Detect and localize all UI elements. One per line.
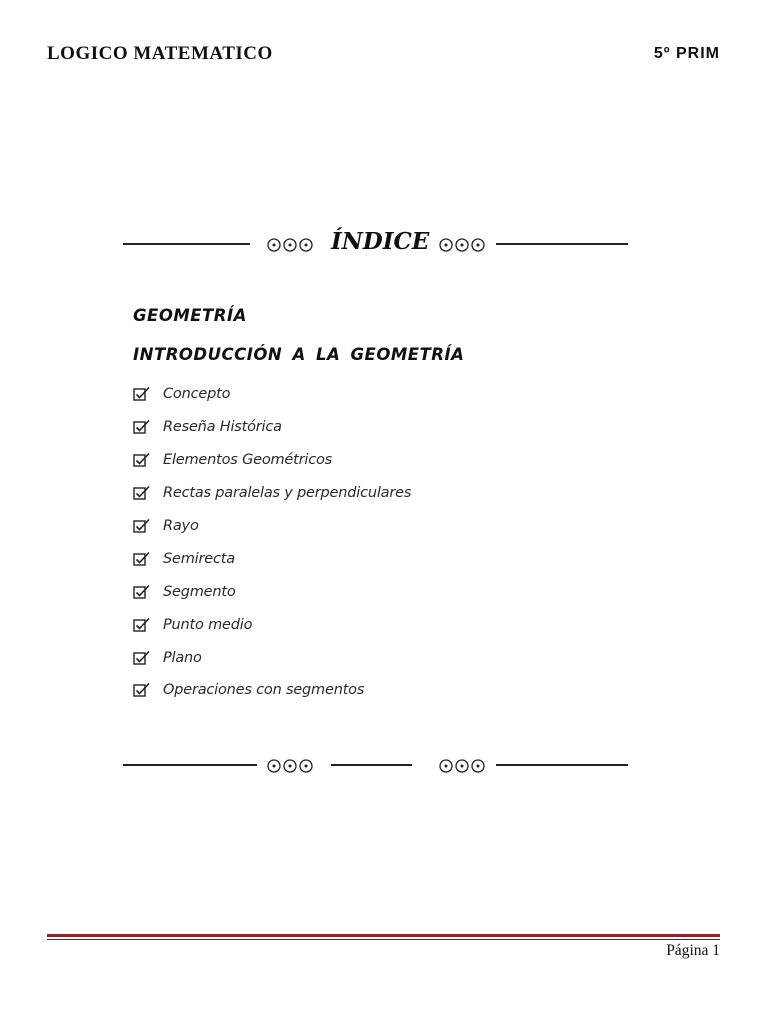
checkbox-checked-icon bbox=[133, 682, 151, 698]
list-item-label: Semirecta bbox=[163, 550, 235, 567]
checkbox-checked-icon bbox=[133, 386, 151, 402]
page-number: Página 1 bbox=[666, 942, 720, 959]
checkbox-checked-icon bbox=[133, 485, 151, 501]
document-header-grade: 5º PRIM bbox=[653, 45, 720, 62]
list-item bbox=[133, 641, 411, 674]
checkbox-checked-icon bbox=[133, 452, 151, 468]
list-item bbox=[133, 510, 411, 543]
list-item-label: Operaciones con segmentos bbox=[163, 682, 365, 699]
list-item-label: Punto medio bbox=[163, 616, 253, 633]
list-item bbox=[133, 608, 411, 641]
list-item bbox=[133, 542, 411, 575]
checkbox-checked-icon bbox=[133, 419, 151, 435]
footer-rule-thin bbox=[47, 939, 720, 940]
closing-rule-right bbox=[496, 764, 628, 766]
ornament-icon bbox=[267, 758, 313, 774]
closing-rule-left bbox=[123, 764, 257, 766]
list-item-label: Segmento bbox=[163, 583, 236, 600]
ornament-icon bbox=[439, 758, 485, 774]
list-item bbox=[133, 378, 411, 411]
section-heading: GEOMETRÍA bbox=[133, 306, 247, 325]
list-item bbox=[133, 444, 411, 477]
checkbox-checked-icon bbox=[133, 518, 151, 534]
list-item bbox=[133, 575, 411, 608]
index-title-rule-right bbox=[496, 243, 628, 245]
checkbox-checked-icon bbox=[133, 551, 151, 567]
list-item-label: Reseña Histórica bbox=[163, 419, 282, 436]
index-title-rule-left bbox=[123, 243, 250, 245]
list-item bbox=[133, 411, 411, 444]
ornament-icon bbox=[267, 237, 313, 253]
footer-rule-thick bbox=[47, 934, 720, 937]
list-item bbox=[133, 674, 411, 707]
document-header-title: LOGICO MATEMATICO bbox=[47, 43, 273, 64]
ornament-icon bbox=[439, 237, 485, 253]
list-item-label: Elementos Geométricos bbox=[163, 452, 333, 469]
list-item bbox=[133, 477, 411, 510]
list-item-label: Plano bbox=[163, 649, 202, 666]
list-item-label: Rayo bbox=[163, 518, 199, 534]
checkbox-checked-icon bbox=[133, 617, 151, 633]
index-title: ÍNDICE bbox=[331, 228, 430, 255]
closing-rule-center bbox=[331, 764, 412, 766]
list-item-label: Rectas paralelas y perpendiculares bbox=[163, 485, 412, 502]
list-item-label: Concepto bbox=[163, 386, 231, 403]
checkbox-checked-icon bbox=[133, 584, 151, 600]
topic-list bbox=[133, 378, 411, 707]
subsection-heading: INTRODUCCIÓN A LA GEOMETRÍA bbox=[133, 345, 465, 364]
checkbox-checked-icon bbox=[133, 650, 151, 666]
